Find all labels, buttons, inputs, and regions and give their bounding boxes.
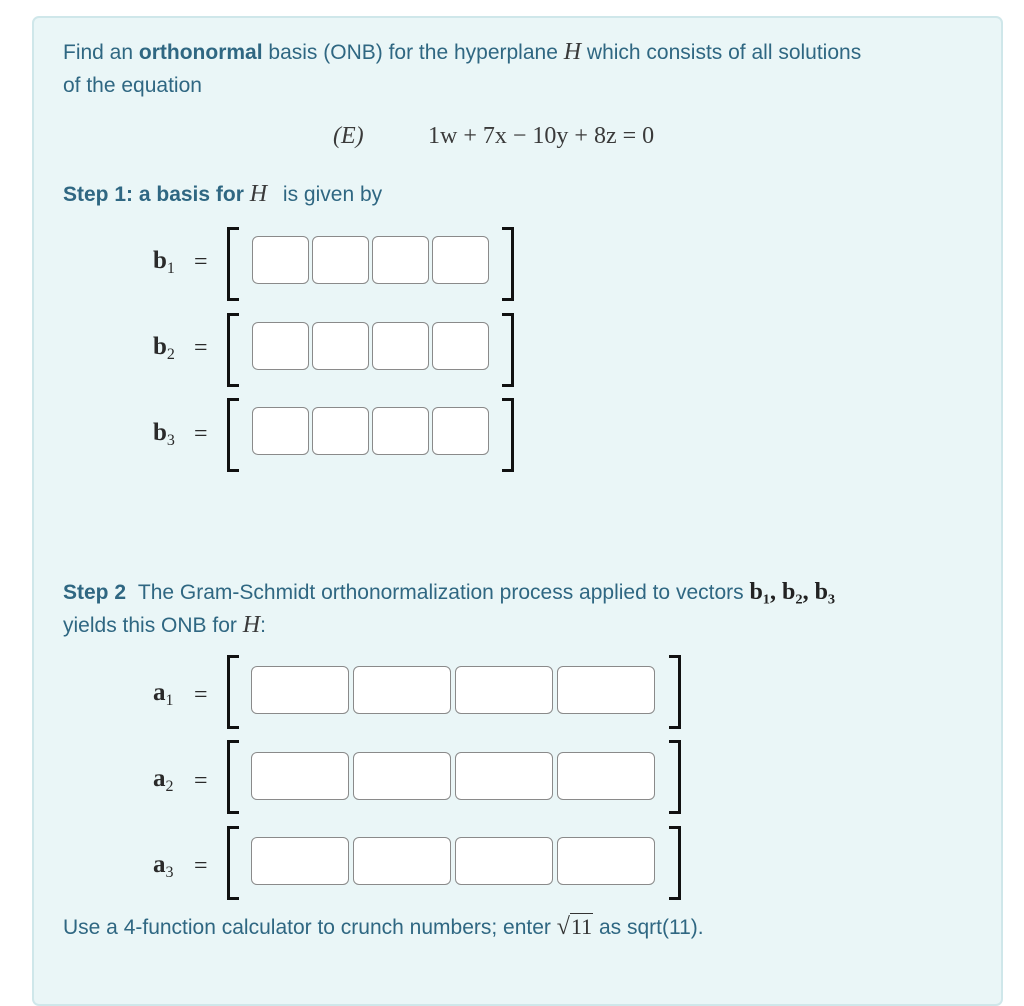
b3-component-1[interactable] [252, 407, 309, 455]
b2-component-3[interactable] [372, 322, 429, 370]
b1-component-1[interactable] [252, 236, 309, 284]
step2-line-2: yields this ONB for H: [63, 612, 266, 638]
a2-component-4[interactable] [557, 752, 655, 800]
equation-label: (E) [333, 123, 364, 149]
b2-component-4[interactable] [432, 322, 489, 370]
right-bracket [502, 227, 514, 301]
right-bracket [502, 313, 514, 387]
vector-label: $b_2$ [153, 333, 175, 363]
b2-component-2[interactable] [312, 322, 369, 370]
vector-label: $a_2$ [153, 765, 174, 795]
vector-label: $a_1$ [153, 679, 174, 709]
equation-expression: 1w + 7x − 10y + 8z = 0 [428, 123, 655, 149]
a3-component-3[interactable] [455, 837, 553, 885]
left-bracket [227, 398, 239, 472]
b1-component-3[interactable] [372, 236, 429, 284]
b3-component-2[interactable] [312, 407, 369, 455]
left-bracket [227, 655, 239, 729]
a2-component-1[interactable] [251, 752, 349, 800]
a3-component-1[interactable] [251, 837, 349, 885]
vector-label: $b_1$ [153, 247, 175, 277]
a3-component-4[interactable] [557, 837, 655, 885]
b3-component-4[interactable] [432, 407, 489, 455]
sqrt-expression: √11 [556, 914, 593, 940]
a1-component-4[interactable] [557, 666, 655, 714]
right-bracket [502, 398, 514, 472]
vector-label: $b_3$ [153, 419, 175, 449]
left-bracket [227, 826, 239, 900]
step2-heading: Step 2 The Gram-Schmidt orthonormalization process applied to vectors b₁, b₂, b₃ [63, 579, 836, 605]
step2-vector-list: b₁, b₂, b₃ [749, 579, 836, 605]
b3-component-3[interactable] [372, 407, 429, 455]
right-bracket [669, 826, 681, 900]
step1-heading: Step 1: a basis for H is given by [63, 181, 383, 207]
left-bracket [227, 740, 239, 814]
intro-line-2: of the equation [63, 74, 202, 97]
a2-component-3[interactable] [455, 752, 553, 800]
right-bracket [669, 740, 681, 814]
a3-component-2[interactable] [353, 837, 451, 885]
left-bracket [227, 313, 239, 387]
intro-emphasis: orthonormal [138, 41, 263, 64]
vector-label: $a_3$ [153, 851, 174, 881]
b2-component-1[interactable] [252, 322, 309, 370]
intro-line-1: Find an orthonormal basis (ONB) for the hyperplane H which consists of all solutions [63, 39, 862, 65]
right-bracket [669, 655, 681, 729]
b1-component-4[interactable] [432, 236, 489, 284]
a1-component-1[interactable] [251, 666, 349, 714]
left-bracket [227, 227, 239, 301]
calculator-hint: Use a 4-function calculator to crunch numbers; enter √11 as sqrt(11). [63, 910, 704, 944]
b1-component-2[interactable] [312, 236, 369, 284]
a1-component-2[interactable] [353, 666, 451, 714]
intro-var: H [563, 39, 582, 65]
a2-component-2[interactable] [353, 752, 451, 800]
a1-component-3[interactable] [455, 666, 553, 714]
